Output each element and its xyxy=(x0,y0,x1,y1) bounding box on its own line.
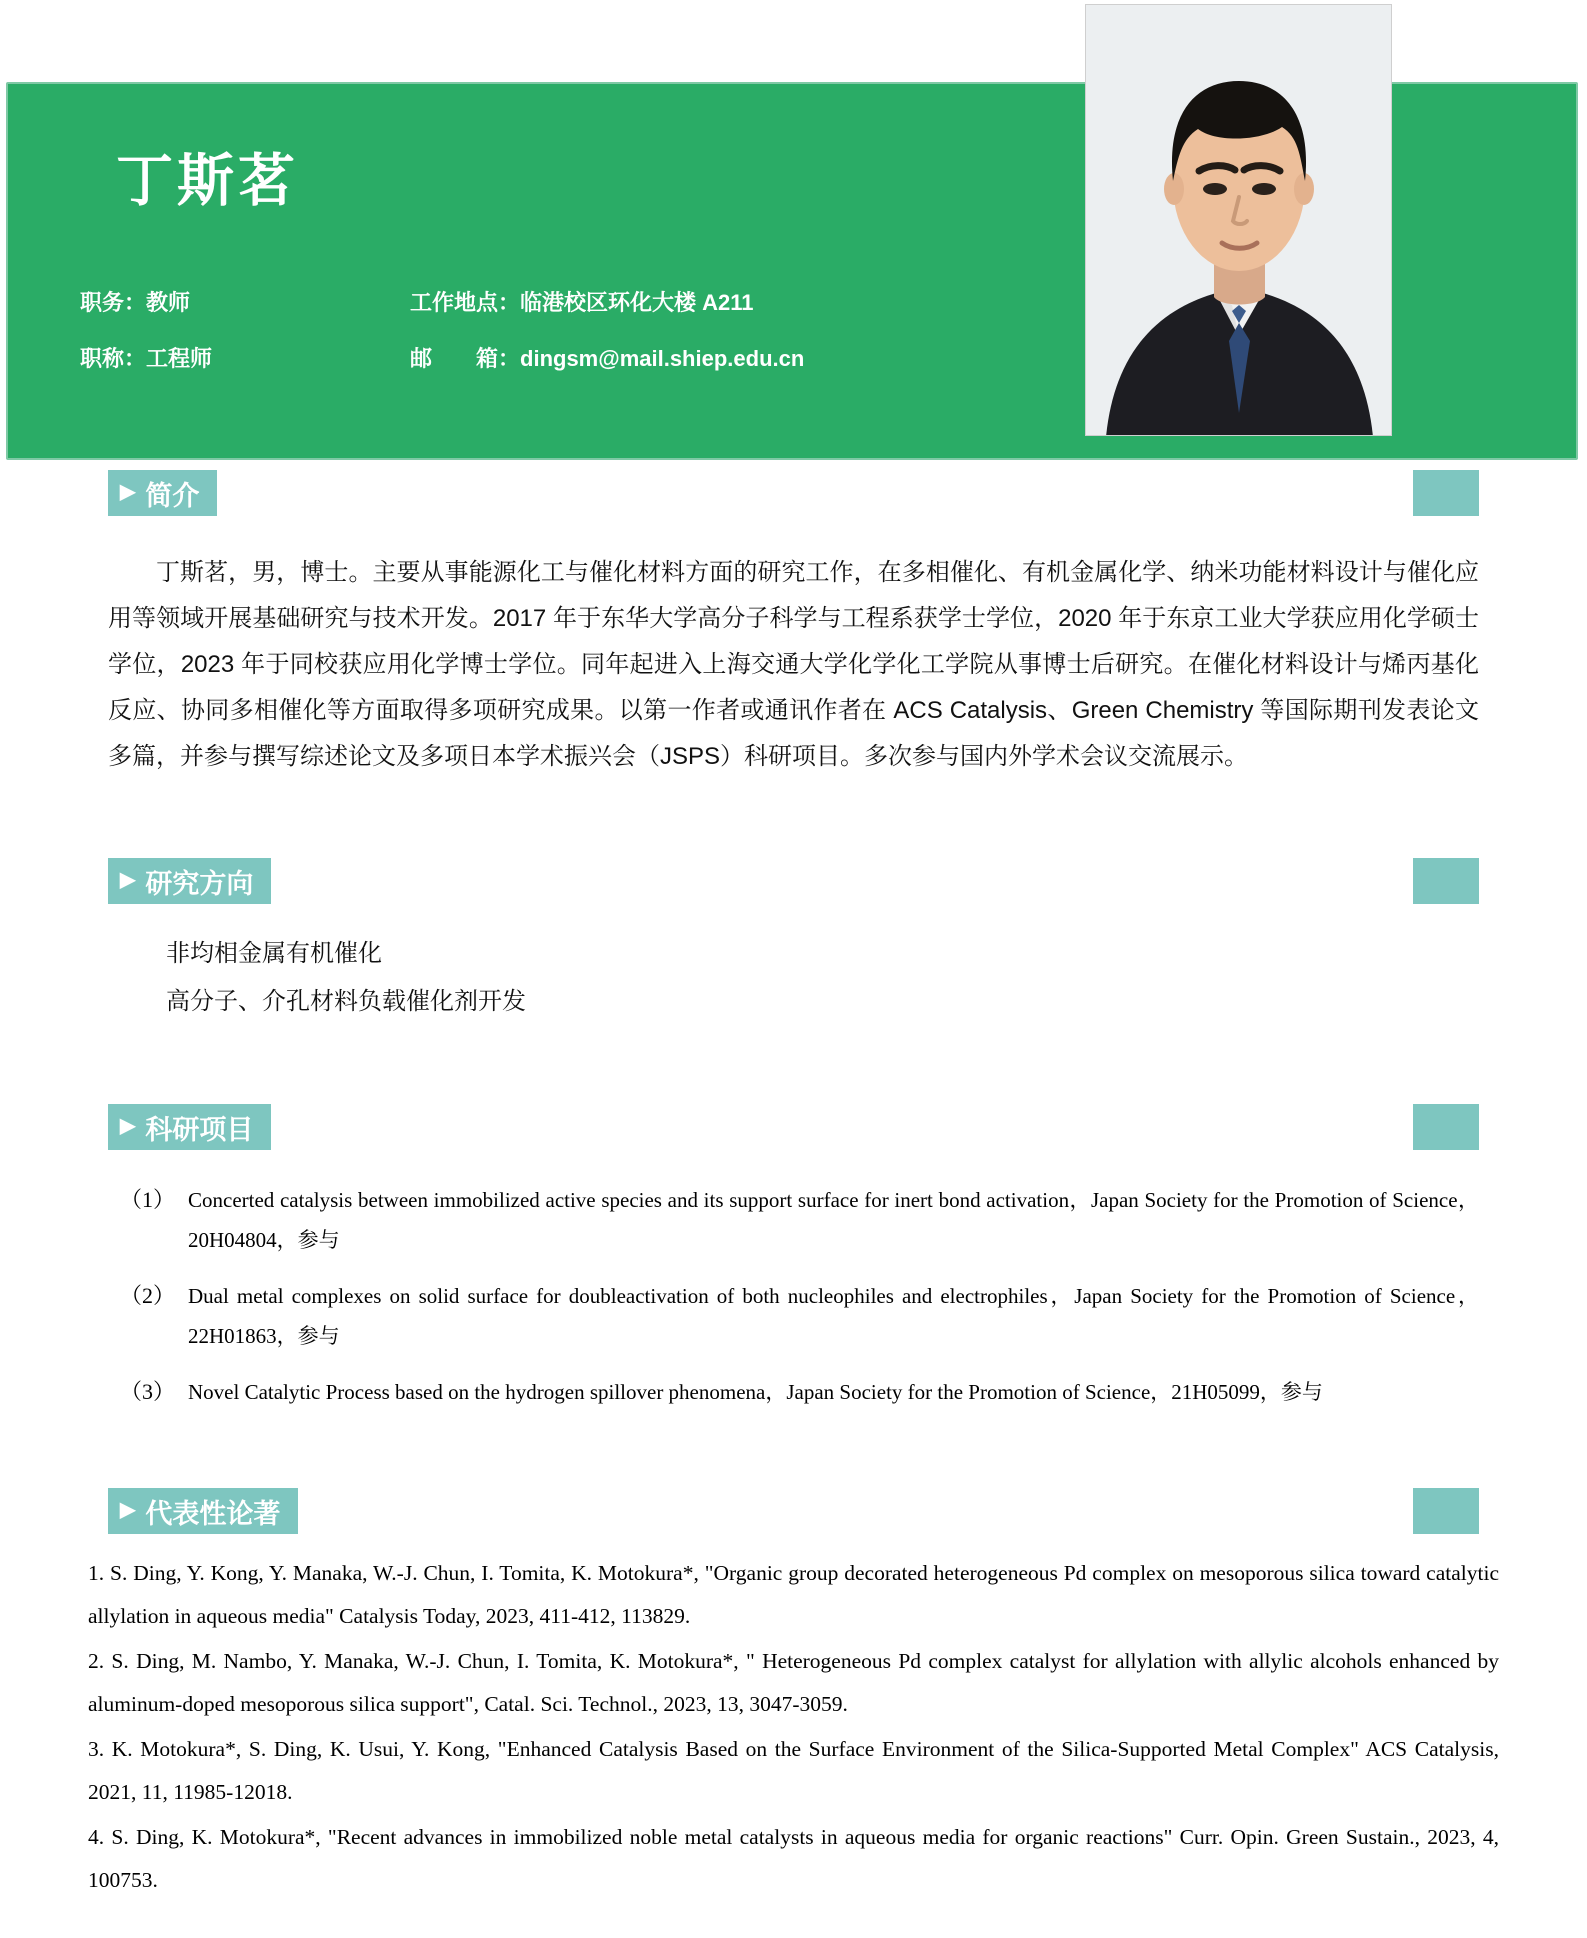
project-number: （3） xyxy=(120,1379,176,1404)
list-item: 1. S. Ding, Y. Kong, Y. Manaka, W.-J. Chun, I. Tomita, K. Motokura*, "Organic group decorated heterogeneous Pd complex on mesoporous silica toward catalytic allylation in aqueous media" Catalysis Today, 2023, 411-412, 113829. xyxy=(88,1561,1499,1628)
section-dotted-rule xyxy=(108,1126,1479,1128)
section-header-projects xyxy=(0,1104,1587,1150)
info-row xyxy=(80,275,1110,331)
section-endcap xyxy=(1413,1104,1479,1150)
section-title-tab-publications xyxy=(108,1488,298,1534)
info-value-email[interactable]: dingsm@mail.shiep.edu.cn xyxy=(520,346,805,371)
spacer xyxy=(0,1026,1587,1104)
info-value-position: 教师 xyxy=(146,290,191,315)
info-cell-title xyxy=(80,331,410,387)
section-title-intro: 简介 xyxy=(145,480,200,511)
section-title-tab-intro xyxy=(108,470,217,516)
section-endcap xyxy=(1413,1488,1479,1534)
profile-photo xyxy=(1085,4,1392,436)
research-direction-list xyxy=(108,930,1479,1026)
list-item: 非均相金属有机催化 xyxy=(166,940,382,967)
section-title-publications: 代表性论著 xyxy=(145,1498,281,1529)
list-item: 高分子、介孔材料负载催化剂开发 xyxy=(166,988,526,1015)
section-dotted-rule xyxy=(108,880,1479,882)
section-title-tab-projects xyxy=(108,1104,271,1150)
section-intro xyxy=(0,470,1587,780)
project-text: Dual metal complexes on solid surface for doubleactivation of both nucleophiles and electrophiles，Japan Society for the Promotion of Science，22H01863，参与 xyxy=(188,1284,1479,1348)
triangle-right-icon: ▶ xyxy=(120,869,136,891)
intro-paragraph: 丁斯茗，男，博士。主要从事能源化工与催化材料方面的研究工作，在多相催化、有机金属化学、纳米功能材料设计与催化应用等领域开展基础研究与技术开发。2017 年于东华大学高分子科学与工程系获学士学位，2020 年于东京工业大学获应用化学硕士学位，2023 年于同校获应用化学博士学位。同年起进入上海交通大学化学化工学院从事博士后研究。在催化材料设计与烯丙基化反应、协同多相催化等方面取得多项研究成果。以第一作者或通讯作者在 ACS Catalysis、Green Chemistry 等国际期刊发表论文多篇，并参与撰写综述论文及多项日本学术振兴会（JSPS）科研项目。多次参与国内外学术会议交流展示。 xyxy=(108,559,1479,770)
project-text: Concerted catalysis between immobilized active species and its support surface for inert bond activation，Japan Society for the Promotion of Science，20H04804，参与 xyxy=(188,1188,1479,1252)
project-list xyxy=(108,1180,1479,1412)
section-title-projects: 科研项目 xyxy=(145,1114,254,1145)
info-cell-location xyxy=(410,275,1110,331)
section-endcap xyxy=(1413,470,1479,516)
info-label-title: 职称： xyxy=(80,346,147,371)
section-header-publications xyxy=(0,1488,1587,1534)
triangle-right-icon: ▶ xyxy=(120,1499,136,1521)
section-title-tab-research xyxy=(108,858,271,904)
section-projects xyxy=(0,1104,1587,1412)
info-cell-email xyxy=(410,331,1110,387)
list-item: 2. S. Ding, M. Nambo, Y. Manaka, W.-J. Chun, I. Tomita, K. Motokura*, " Heterogeneous Pd complex catalyst for allylation with allylic alcohols enhanced by aluminum-doped mesoporous silica support", Catal. Sci. Technol., 2023, 13, 3047-3059. xyxy=(88,1649,1499,1716)
info-label-email: 邮 箱： xyxy=(410,346,521,371)
list-item xyxy=(108,1276,1479,1356)
section-research xyxy=(0,858,1587,1026)
spacer xyxy=(0,1428,1587,1488)
section-dotted-rule xyxy=(108,492,1479,494)
project-text: Novel Catalytic Process based on the hydrogen spillover phenomena，Japan Society for the Promotion of Science，21H05099，参与 xyxy=(188,1380,1323,1404)
info-label-location: 工作地点： xyxy=(410,290,521,315)
triangle-right-icon: ▶ xyxy=(120,1115,136,1137)
triangle-right-icon: ▶ xyxy=(120,481,136,503)
section-header-intro xyxy=(0,470,1587,516)
section-endcap xyxy=(1413,858,1479,904)
info-row xyxy=(80,331,1110,387)
section-header-research xyxy=(0,858,1587,904)
section-dotted-rule xyxy=(108,1510,1479,1512)
info-value-title: 工程师 xyxy=(146,346,213,371)
list-item xyxy=(108,1180,1479,1260)
project-number: （2） xyxy=(120,1283,176,1308)
info-label-position: 职务： xyxy=(80,290,147,315)
list-item: 3. K. Motokura*, S. Ding, K. Usui, Y. Kong, "Enhanced Catalysis Based on the Surface Environment of the Silica-Supported Metal Complex" ACS Catalysis, 2021, 11, 11985-12018. xyxy=(88,1737,1499,1804)
profile-header xyxy=(0,0,1587,470)
list-item xyxy=(108,1372,1479,1412)
spacer xyxy=(0,780,1587,858)
section-publications xyxy=(0,1488,1587,1902)
list-item: 4. S. Ding, K. Motokura*, "Recent advances in immobilized noble metal catalysts in aqueous media for organic reactions" Curr. Opin. Green Sustain., 2023, 4, 100753. xyxy=(88,1825,1499,1892)
spacer xyxy=(0,1904,1587,1938)
person-name: 丁斯茗 xyxy=(116,149,299,213)
profile-info-grid xyxy=(80,275,1110,387)
info-value-location: 临港校区环化大楼 A211 xyxy=(520,290,754,315)
publication-list xyxy=(88,1552,1499,1902)
section-title-research: 研究方向 xyxy=(145,868,254,899)
project-number: （1） xyxy=(120,1187,176,1212)
info-cell-position xyxy=(80,275,410,331)
